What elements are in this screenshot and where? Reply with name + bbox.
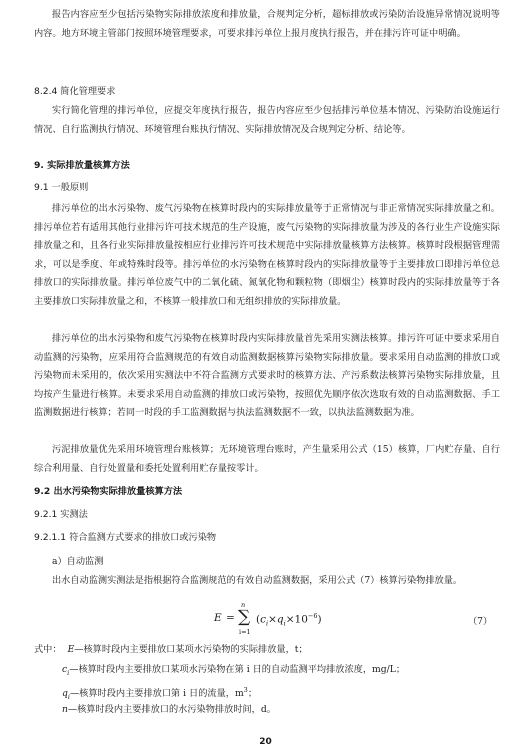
definition-c: $c_i—$核算时段内主要排放口某项水污染物在第 i 日的自动监测平均排放浓度，mg/L； xyxy=(62,664,406,677)
paragraph-automatic-monitoring: 出水自动监测实测法是指根据符合监测规范的有效自动监测数据，采用公式（7）核算污染物排放量。 xyxy=(52,575,463,586)
subheading-automatic-monitoring: a）自动监测 xyxy=(52,556,104,567)
formula-lhs: E xyxy=(214,612,222,624)
heading-8-2-4: 8.2.4 简化管理要求 xyxy=(34,86,116,97)
paragraph-measurement-priority: 排污单位的出水污染物和废气污染物在核算时段内实际排放量首先采用实测法核算。排污许可证中要求采用自动监测的污染物，应采用符合监测规范的有效自动监测数据核算污染物实际排放量。要求采用自动监测的排放口或污染物而未采用的，依次采用实测法中不符合监测方式要求时的核算方法、产污系数法核算污染物实际排放量，且均按产生量进行核算。未要求采用自动监测的排放口或污染物，按照优先顺序依次选取有效的自动监测数据、手工监测数据进行核算；若同一时段的手工监测数据与执法监测数据不一致，以执法监测数据为准。 xyxy=(34,333,500,418)
formula-equals: = xyxy=(226,612,235,624)
heading-9-2: 9.2 出水污染物实际排放量核算方法 xyxy=(34,486,183,497)
heading-9-2-1-1: 9.2.1.1 符合监测方式要求的排放口或污染物 xyxy=(34,532,217,543)
definition-E: 式中： E—核算时段内主要排放口某项水污染物的实际排放量，t； xyxy=(34,644,308,655)
heading-9: 9. 实际排放量核算方法 xyxy=(34,160,130,171)
sigma-icon: ∑ xyxy=(238,607,251,627)
formula-body: $(c_i\times q_i\times 10^{-6})$ xyxy=(256,612,322,628)
paragraph-report-content: 报告内容应至少包括污染物实际排放浓度和排放量，合规判定分析，超标排放或污染防治设施异常情况说明等内容。地方环境主管部门按照环境管理要求，可要求排污单位上报月度执行报告，并在排污许可证中明确。 xyxy=(34,9,500,39)
definition-n: n—核算时段内主要排放口的水污染物排放时间，d。 xyxy=(62,704,276,715)
formula-7 xyxy=(214,601,354,636)
definition-q: $q_i—$核算时段内主要排放口第 i 日的流量，$m^3$； xyxy=(62,686,257,701)
formula-sum-upper: n xyxy=(241,601,246,609)
heading-9-2-1: 9.2.1 实测法 xyxy=(34,509,88,520)
formula-number: （7） xyxy=(468,616,493,627)
paragraph-general-principles: 排污单位的出水污染物、废气污染物在核算时段内的实际排放量等于正常情况与非正常情况实际排放量之和。排污单位若有适用其他行业排污许可技术规范的生产设施，废气污染物的实际排放量为涉及的各行业生产设施实际排放量之和，且各行业实际排放量按相应行业排污许可技术规范中实际排放量核算方法核算。核算时段根据管理需求，可以是季度、年或特殊时段等。排污单位的水污染物在核算时段内的实际排放量等于主要排放口即排污单位总排放口的实际排放量。排污单位废气中的二氧化硫、氮氧化物和颗粒物（即烟尘）核算时段内的实际排放量等于各主要排放口实际排放量之和，不核算一般排放口和无组织排放的实际排放量。 xyxy=(34,203,500,307)
heading-9-1: 9.1 一般原则 xyxy=(34,182,89,193)
paragraph-simplified-management: 实行简化管理的排污单位，应提交年度执行报告，报告内容应至少包括排污单位基本情况、污染防治设施运行情况、自行监测执行情况、环境管理台账执行情况、实际排放情况及合规判定分析、结论等。 xyxy=(34,105,500,135)
page-number: 20 xyxy=(259,737,272,747)
paragraph-sludge: 污泥排放量优先采用环境管理台账核算；无环境管理台账时，产生量采用公式（15）核算，厂内贮存量、自行综合利用量、自行处置量和委托处置利用贮存量按零计。 xyxy=(34,444,500,474)
formula-sum-lower: i=1 xyxy=(239,628,251,636)
